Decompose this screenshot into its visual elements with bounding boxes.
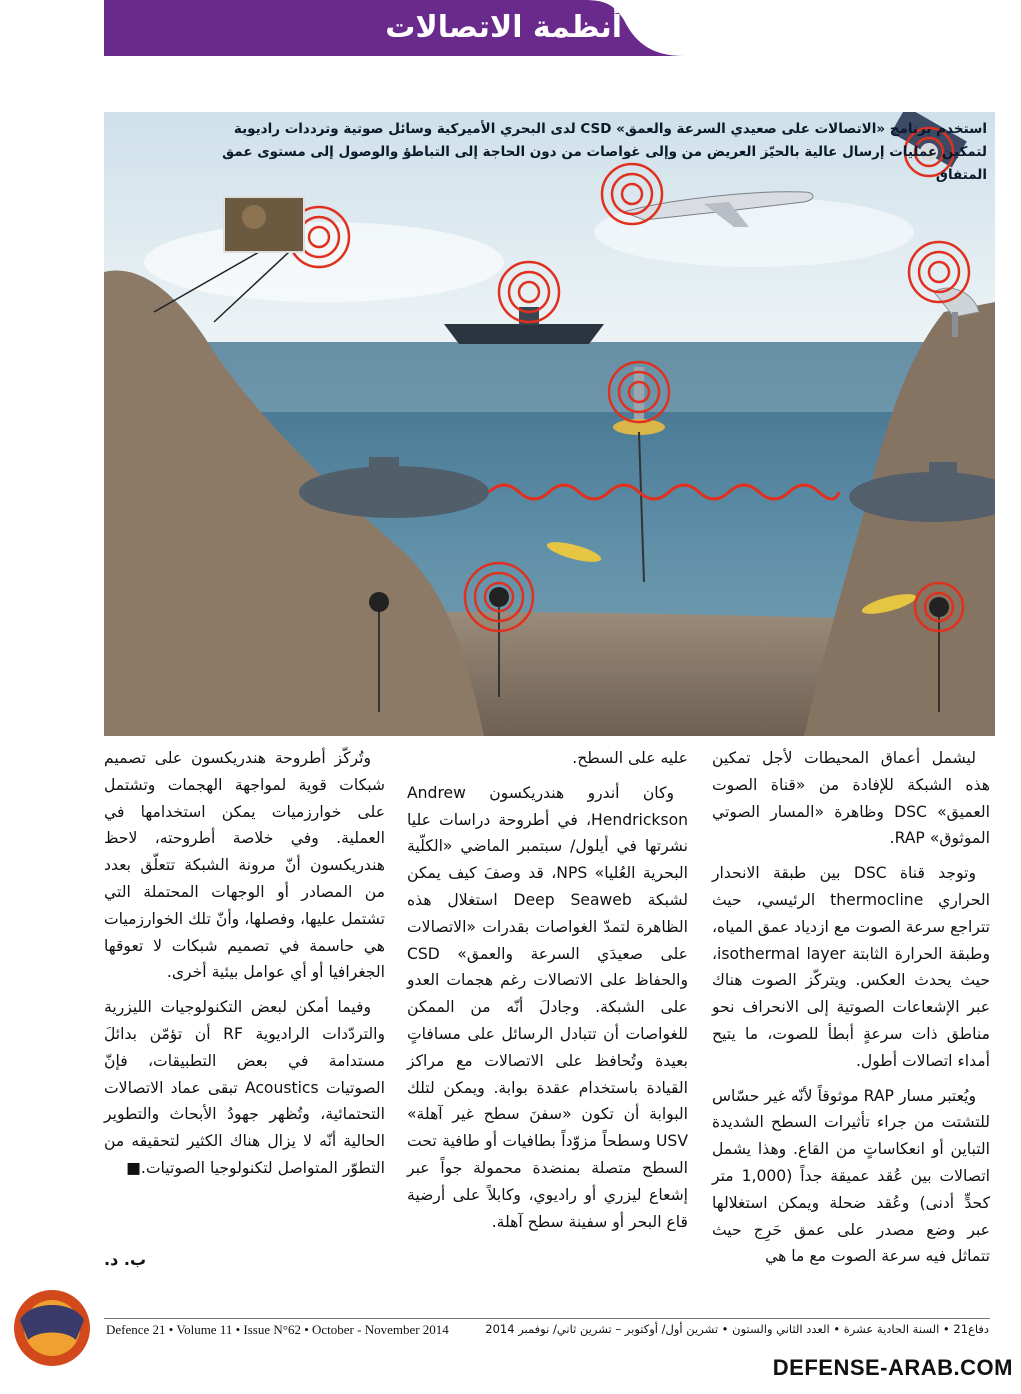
arab-defence-forum-logo	[0, 1280, 130, 1390]
footer-english: Defence 21 • Volume 11 • Issue N°62 • October - November 2014	[106, 1322, 449, 1337]
section-title: أنظمة الاتصالات	[385, 10, 622, 45]
paragraph: وفيما أمكن لبعض التكنولوجيات الليزرية والتردّدات الراديوية RF أن تؤمّن بدائلَ مستدامة في بعض التطبيقات، فإنّ الصوتيات Acoustics تبقى عماد الاتصالات التحتمائية، وتُظهر جهودُ الأبحاث والتطوير الحالية أنّه لا يزال هناك الكثير لتحقيقه من التطوّر المتواصل لتكنولوجيا الصوتيات.■	[104, 998, 385, 1177]
paragraph: ويُعتبر مسار RAP موثوقاً لأنّه غير حسّاس للتشتت من جراء تأثيرات السطح الشديدة التباين أو انعكاساتٍ من القاع. وهذا يشمل اتصالات بين عُقد عميقة جداً (1,000 متر كحدٍّ أدنى) وعُقد ضحلة ويمكن استغلالها عبر وضع مصدر على عمق حَرِج حيث تتماثل فيه سرعة الصوت مع ما هي	[712, 1086, 990, 1266]
author-signature: ب. د.	[104, 1250, 147, 1269]
article-column-left	[104, 745, 385, 1190]
section-banner	[104, 0, 1017, 56]
paragraph: وتُركّز أطروحة هندريكسون على تصميم شبكات قوية لمواجهة الهجمات وتشتمل على خوارزميات يمكن استخدامها في العملية. وفي خلاصة أطروحته، لاحظ هندريكسون أنّ مرونة الشبكة تتعلّق بعدد من المصادر أو الوجهات المحتملة التي تشتمل عليها، وفصلها، وأنّ تلك الخوارزميات هي حاسمة في تصميم شبكات لا تعوقها الجغرافيا أو أي عوامل بيئية أخرى.	[104, 749, 385, 982]
article-column-right	[712, 745, 990, 1278]
footer-divider	[104, 1318, 990, 1319]
figure-caption: استخدم برنامج «الاتصالات على صعيدي السرعة والعمق» CSD لدى البحري الأميركية وسائل صوتية وترددات راديوية لتمكين عمليات إرسال عالية بالحيّز العريض من وإلى غواصات من دون الحاجة إلى التباطؤ والوصول إلى مستوى عمق المتفاق	[222, 121, 987, 183]
underwater-network-diagram	[104, 112, 995, 736]
paragraph: عليه على السطح.	[572, 749, 688, 767]
footer-arabic: دفاع21 • السنة الحادية عشرة • العدد الثاني والستون • تشرين أول/ أوكتوبر – تشرين ثاني/ نوفمبر 2014	[485, 1322, 989, 1336]
article-column-middle	[407, 745, 688, 1243]
paragraph: وكان أندرو هندريكسون Andrew Hendrickson، في أطروحة دراسات عليا نشرتها في أيلول/ سبتمبر الماضي «الكلّية البحرية العُليا» NPS، قد وصفَ كيف يمكن لشبكة Deep Seaweb استغلال هذه الظاهرة لتمدّ الغواصات بقدرات «الاتصالات على صعيدَي السرعة والعمق» CSD والحفاظ على الاتصالات رغم هجمات العدو على الشبكة. وجادلَ أنّه من الممكن للغواصات أن تتبادل الرسائل على مسافاتٍ بعيدة وتُحافظ على الاتصالات مع مراكز القيادة باستخدام عقدة بوابة. ويمكن لتلك البوابة أن تكون «سفنَ سطح غير آهلة» USV وسطحاً مزوّداً بطافيات أو طافية تحت السطح متصلة بمنضدة محمولة جواً عبر إشعاع ليزري أو راديوي، وكابلاً على أرضية قاع البحر أو سفينة سطح آهلة.	[407, 783, 688, 1231]
watermark-site: DEFENSE-ARAB.COM	[772, 1355, 1013, 1380]
paragraph: ليشمل أعماق المحيطات لأجل تمكين هذه الشبكة للإفادة من «قناة الصوت العميق» DSC وظاهرة «المسار الصوتي الموثوق» RAP.	[712, 749, 990, 848]
paragraph: وتوجد قناة DSC بين طبقة الانحدار الحراري thermocline الرئيسي، حيث تتراجع سرعة الصوت مع ازدياد عمق المياه، وطبقة الحرارة الثابتة isothermal layer، حيث يحدث العكس. ويتركّز الصوت هناك عبر الإشعاعات الصوتية إلى الانحراف نحو مناطق ذات سرعةٍ أبطأ للصوت، ما يتيح أمداء اتصالات أطول.	[712, 864, 991, 1070]
csd-illustration	[104, 112, 995, 736]
